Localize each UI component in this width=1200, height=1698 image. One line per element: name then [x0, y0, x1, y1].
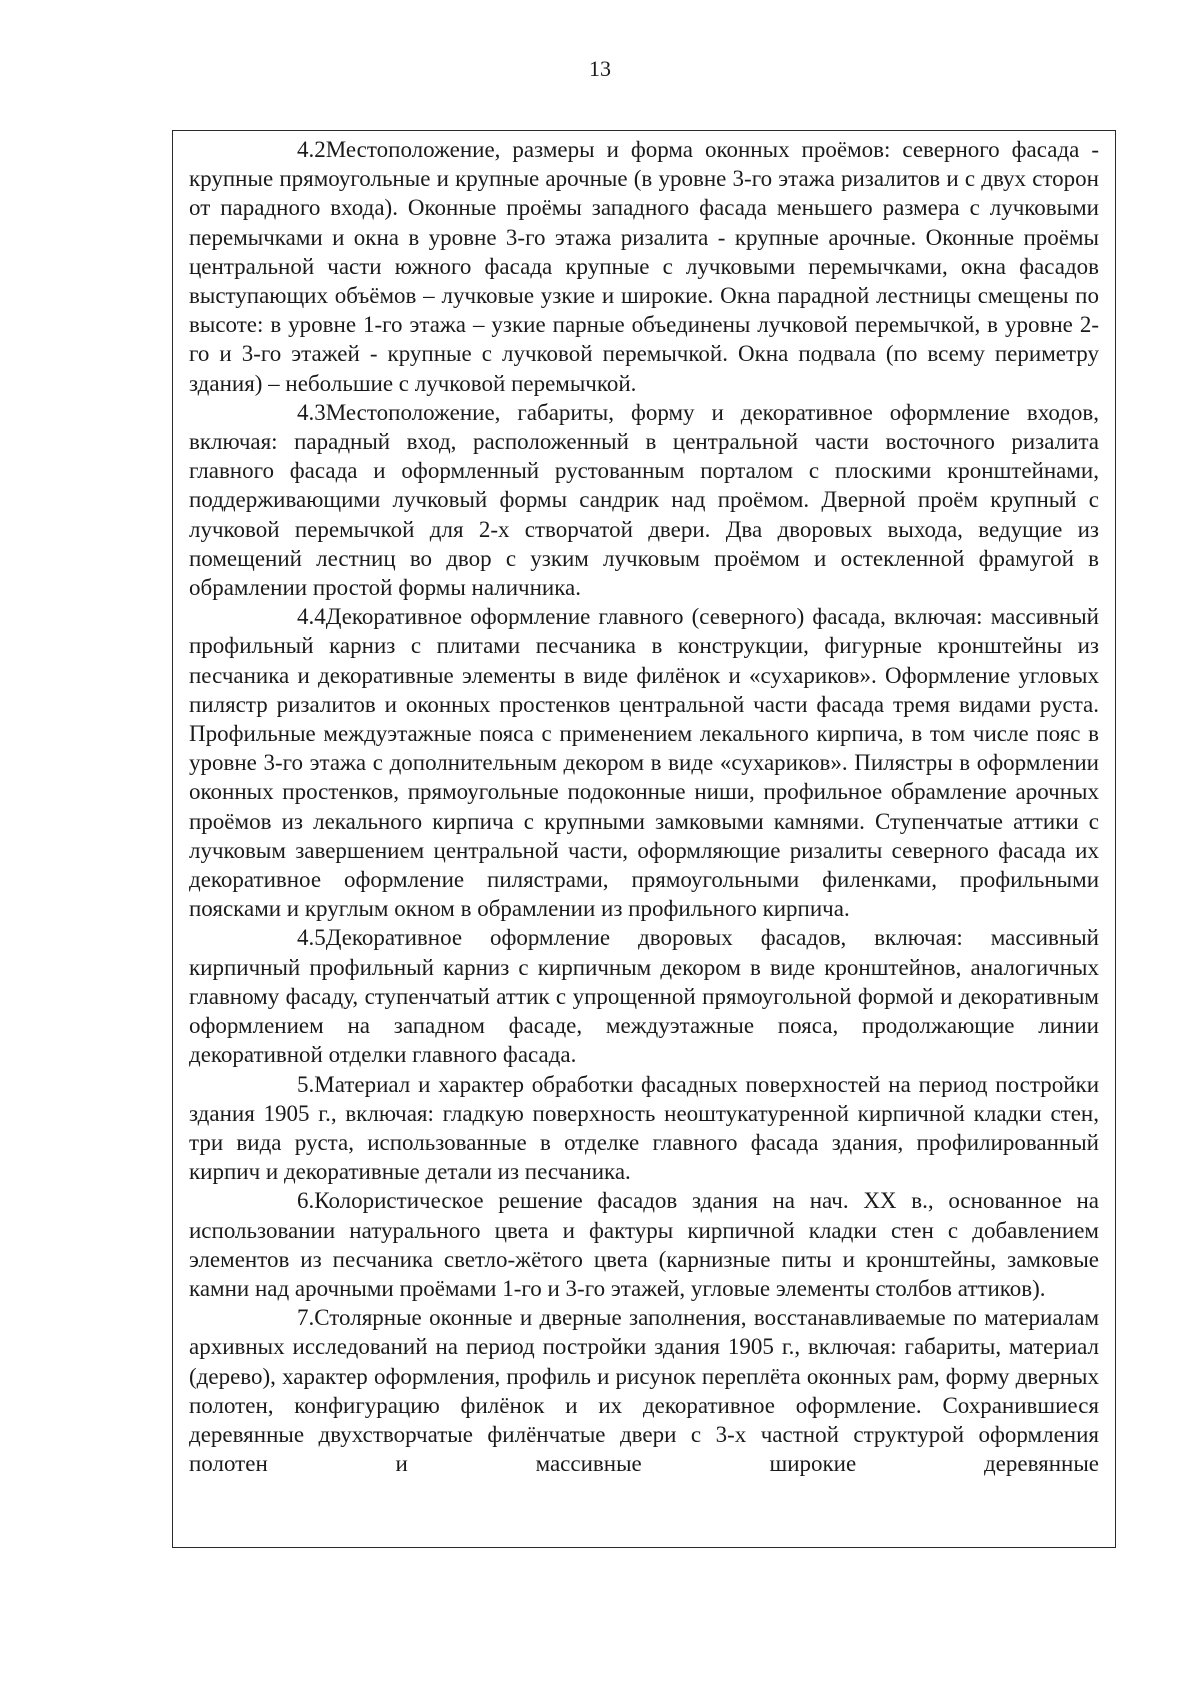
paragraph-text: Местоположение, размеры и форма оконных проёмов: северного фасада - крупные прямоугольные и крупные арочные (в уровне 3-го этажа ризалитов и с двух сторон от парадного входа). Оконные проёмы западного фасада меньшего размера с лучковыми перемычками и окна в уровне 3-го этажа ризалита - крупные арочные. Оконные проёмы центральной части южного фасада крупные с лучковыми перемычками, окна фасадов выступающих объёмов – лучковые узкие и широкие. Окна парадной лестницы смещены по высоте: в уровне 1-го этажа – узкие парные объединены лучковой перемычкой, в уровне 2-го и 3-го этажей - крупные с лучковой перемычкой. Окна подвала (по всему периметру здания) – небольшие с лучковой перемычкой. — [189, 137, 1099, 396]
paragraph-text: Декоративное оформление дворовых фасадов, включая: массивный кирпичный профильный карниз с кирпичным декором в виде кронштейнов, аналогичных главному фасаду, ступенчатый аттик с упрощенной прямоугольной формой и декоративным оформлением на западном фасаде, междуэтажные пояса, продолжающие линии декоративной отделки главного фасада. — [189, 925, 1099, 1068]
paragraph-4-5 — [189, 923, 1099, 1069]
paragraph-text: Материал и характер обработки фасадных поверхностей на период постройки здания 1905 г., включая: гладкую поверхность неоштукатуренной кирпичной кладки стен, три вида руста, использованные в отделке главного фасада здания, профилированный кирпич и декоративные детали из песчаника. — [189, 1071, 1099, 1185]
paragraph-text: Колористическое решение фасадов здания на нач. XX в., основанное на использовании натурального цвета и фактуры кирпичной кладки стен с добавлением элементов из песчаника светло-жётого цвета (карнизные питы и кронштейны, замковые камни над арочными проёмами 1-го и 3-го этажей, угловые элементы столбов аттиков). — [189, 1188, 1099, 1301]
paragraph-text: Декоративное оформление главного (северного) фасада, включая: массивный профильный карниз с плитами песчаника в конструкции, фигурные кронштейны из песчаника и декоративные элементы в виде филёнок и «сухариков». Оформление угловых пилястр ризалитов и оконных простенков центральной части фасада тремя видами руста. Профильные междуэтажные пояса с применением лекального кирпича, в том числе пояс в уровне 3-го этажа с дополнительным декором в виде «сухариков». Пилястры в оформлении оконных простенков, прямоугольные подоконные ниши, профильное обрамление арочных проёмов из лекального кирпича с крупными замковыми камнями. Ступенчатые аттики с лучковым завершением центральной части, оформляющие ризалиты северного фасада их декоративное оформление пилястрами, прямоугольными филенками, профильными поясками и круглым окном в обрамлении из профильного кирпича. — [189, 604, 1099, 922]
paragraph-number: 4.3 — [297, 399, 326, 425]
page-number: 13 — [589, 56, 611, 81]
paragraph-number: 5. — [297, 1071, 315, 1097]
text-body — [189, 135, 1099, 1478]
paragraph-4-4 — [189, 602, 1099, 923]
paragraph-7 — [189, 1303, 1099, 1478]
paragraph-4-3 — [189, 398, 1099, 602]
content-frame — [172, 130, 1116, 1548]
paragraph-6 — [189, 1186, 1099, 1303]
paragraph-number: 7. — [297, 1305, 315, 1331]
paragraph-number: 4.5 — [297, 925, 326, 951]
paragraph-text: Местоположение, габариты, форму и декоративное оформление входов, включая: парадный вход, расположенный в центральной части восточного ризалита главного фасада и оформленный рустованным порталом с плоскими кронштейнами, поддерживающими лучковый формы сандрик над проёмом. Дверной проём крупный с лучковой перемычкой для 2-х створчатой двери. Два дворовых выхода, ведущие из помещений лестниц во двор с узким лучковым проёмом и остекленной фрамугой в обрамлении простой формы наличника. — [189, 399, 1099, 601]
paragraph-number: 6. — [297, 1188, 315, 1214]
paragraph-number: 4.4 — [297, 604, 326, 630]
paragraph-5 — [189, 1070, 1099, 1187]
paragraph-number: 4.2 — [297, 137, 326, 162]
paragraph-text: Столярные оконные и дверные заполнения, восстанавливаемые по материалам архивных исследований на период постройки здания 1905 г., включая: габариты, материал (дерево), характер оформления, профиль и рисунок переплёта оконных рам, форму дверных полотен, конфигурацию филёнок и их декоративное оформление. Сохранившиеся деревянные двухстворчатые филёнчатые двери с 3-х частной структурой оформления полотен и массивные широкие деревянные — [189, 1305, 1099, 1477]
paragraph-4-2 — [189, 135, 1099, 398]
